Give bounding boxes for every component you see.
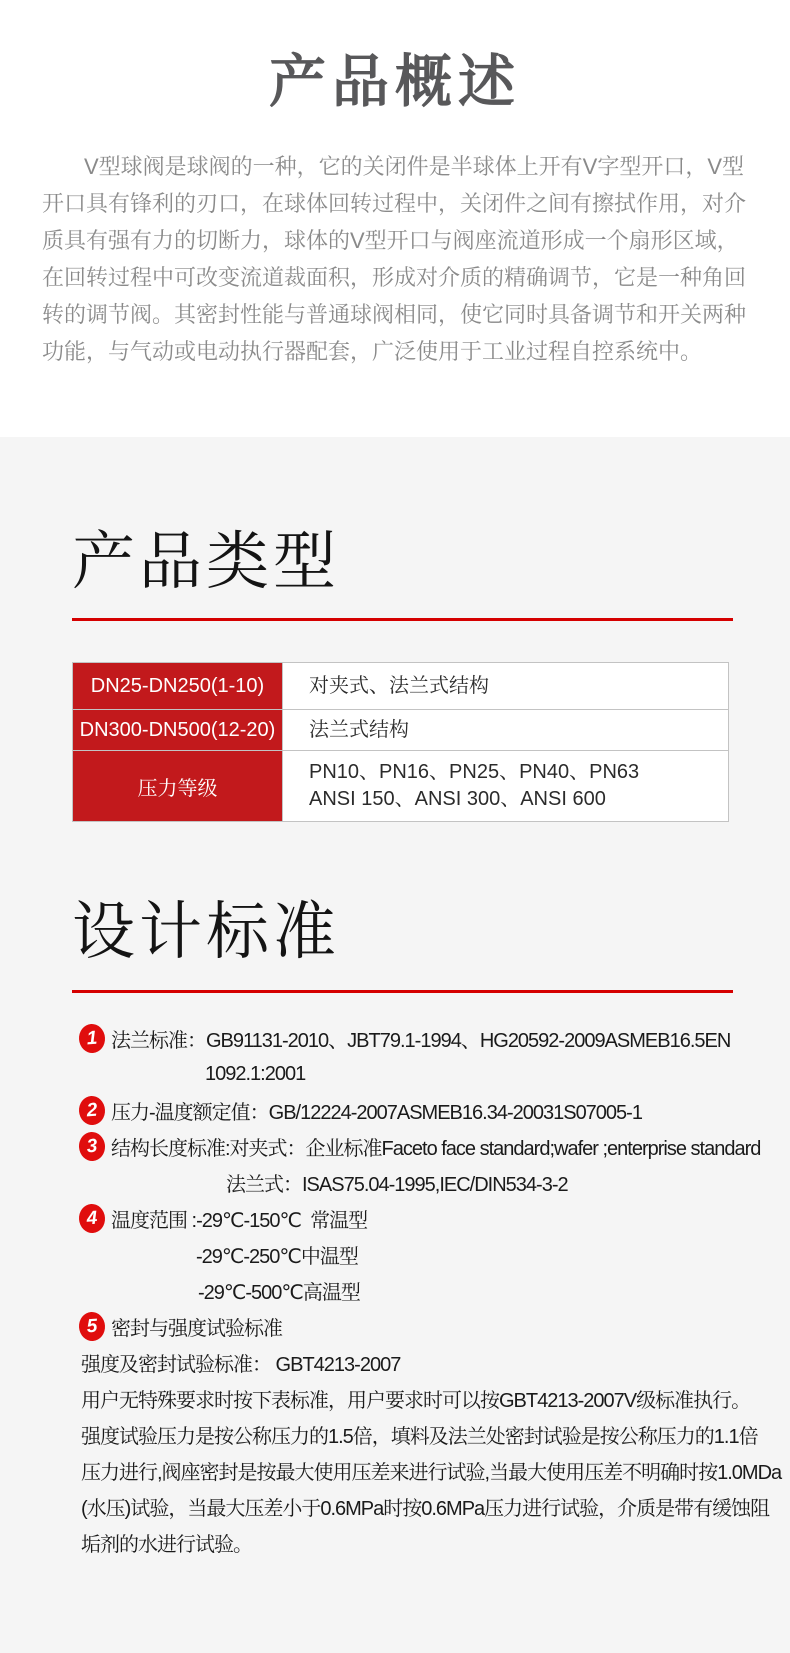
standard-line (0, 1416, 790, 1452)
number-badge: 4 (78, 1203, 106, 1234)
standard-line (0, 1452, 790, 1488)
standard-line (0, 1272, 790, 1308)
table-value-line: ANSI 150、ANSI 300、ANSI 600 (309, 788, 606, 810)
number-badge: 5 (78, 1311, 106, 1342)
table-row-label: DN25-DN250(1-10) (73, 663, 283, 710)
table-row-value (283, 710, 729, 751)
table-row (73, 710, 729, 751)
standard-line (0, 1308, 790, 1344)
overview-paragraph (42, 148, 748, 370)
table-value-line: 法兰式结构 (309, 718, 409, 741)
product-type-table (72, 662, 729, 822)
standard-line-text: 1092.1:2001 (205, 1062, 306, 1085)
standard-line-text: 强度试验压力是按公称压力的1.5倍，填料及法兰处密封试验是按公称压力的1.1倍 (81, 1425, 758, 1448)
design-standard-heading: 设计标准 (72, 897, 340, 967)
standard-line-text: 法兰标准：GB91131-2010、JBT79.1-1994、HG20592-2009ASMEB16.5EN (111, 1029, 731, 1052)
red-divider (72, 990, 733, 993)
product-type-heading: 产品类型 (72, 527, 340, 597)
standard-line (0, 1488, 790, 1524)
standard-line-text: -29℃-500℃高温型 (198, 1281, 360, 1304)
lower-section (0, 437, 790, 1653)
number-badge: 3 (78, 1131, 106, 1162)
standard-line-text: -29℃-250℃中温型 (196, 1245, 358, 1268)
table-value-line: 对夹式、法兰式结构 (309, 674, 489, 697)
table-row-label: 压力等级 (73, 751, 283, 822)
red-divider (72, 618, 733, 621)
number-badge: 1 (78, 1023, 106, 1054)
standard-line (0, 1524, 790, 1560)
overview-paragraph-line: 功能，与气动或电动执行器配套，广泛使用于工业过程自控系统中。 (42, 339, 703, 364)
overview-paragraph-line: V型球阀是球阀的一种，它的关闭件是半球体上开有V字型开口，V型 (84, 154, 745, 179)
standard-line (0, 1236, 790, 1272)
standard-line-text: 强度及密封试验标准： GBT4213-2007 (81, 1353, 401, 1376)
table-row (73, 663, 729, 710)
table-row (73, 751, 729, 822)
standard-line (0, 1128, 790, 1164)
overview-paragraph-line: 在回转过程中可改变流道裁面积，形成对介质的精确调节，它是一种角回 (42, 265, 747, 290)
overview-title: 产品概述 (269, 50, 521, 114)
standard-line (0, 1020, 790, 1056)
standard-line (0, 1380, 790, 1416)
table-value-line: PN10、PN16、PN25、PN40、PN63 (309, 761, 640, 783)
standard-line-text: 用户无特殊要求时按下表标准，用户要求时可以按GBT4213-2007V级标准执行。 (81, 1389, 751, 1412)
table-row-value (283, 751, 729, 822)
overview-paragraph-line: 开口具有锋利的刃口，在球体回转过程中，关闭件之间有擦拭作用，对介 (42, 191, 747, 216)
standard-line-text: 垢剂的水进行试验。 (81, 1533, 252, 1556)
standard-line (0, 1056, 790, 1092)
overview-paragraph-line: 转的调节阀。其密封性能与普通球阀相同，使它同时具备调节和开关两种 (42, 302, 747, 327)
standard-line-text: 温度范围 :-29℃-150℃ 常温型 (111, 1209, 368, 1232)
table-row-value (283, 663, 729, 710)
standard-line (0, 1092, 790, 1128)
number-badge: 2 (78, 1095, 106, 1126)
standard-line-text: 压力进行,阀座密封是按最大使用压差来进行试验,当最大使用压差不明确时按1.0MDa (81, 1461, 782, 1484)
standard-line (0, 1200, 790, 1236)
standard-line-text: 压力-温度额定值：GB/12224-2007ASMEB16.34-20031S07005-1 (111, 1101, 642, 1124)
standard-line-text: 结构长度标准:对夹式：企业标准Faceto face standard;wafer ;enterprise standard (111, 1137, 761, 1160)
standard-line-text: 法兰式：ISAS75.04-1995,IEC/DIN534-3-2 (226, 1173, 568, 1196)
design-standard-list (0, 1020, 790, 1560)
standard-line (0, 1164, 790, 1200)
table-row-label: DN300-DN500(12-20) (73, 710, 283, 751)
overview-paragraph-line: 质具有强有力的切断力，球体的V型开口与阀座流道形成一个扇形区域， (42, 228, 739, 253)
standard-line (0, 1344, 790, 1380)
standard-line-text: 密封与强度试验标准 (111, 1317, 282, 1340)
standard-line-text: (水压)试验，当最大压差小于0.6MPa时按0.6MPa压力进行试验，介质是带有缓蚀阻 (81, 1497, 770, 1520)
